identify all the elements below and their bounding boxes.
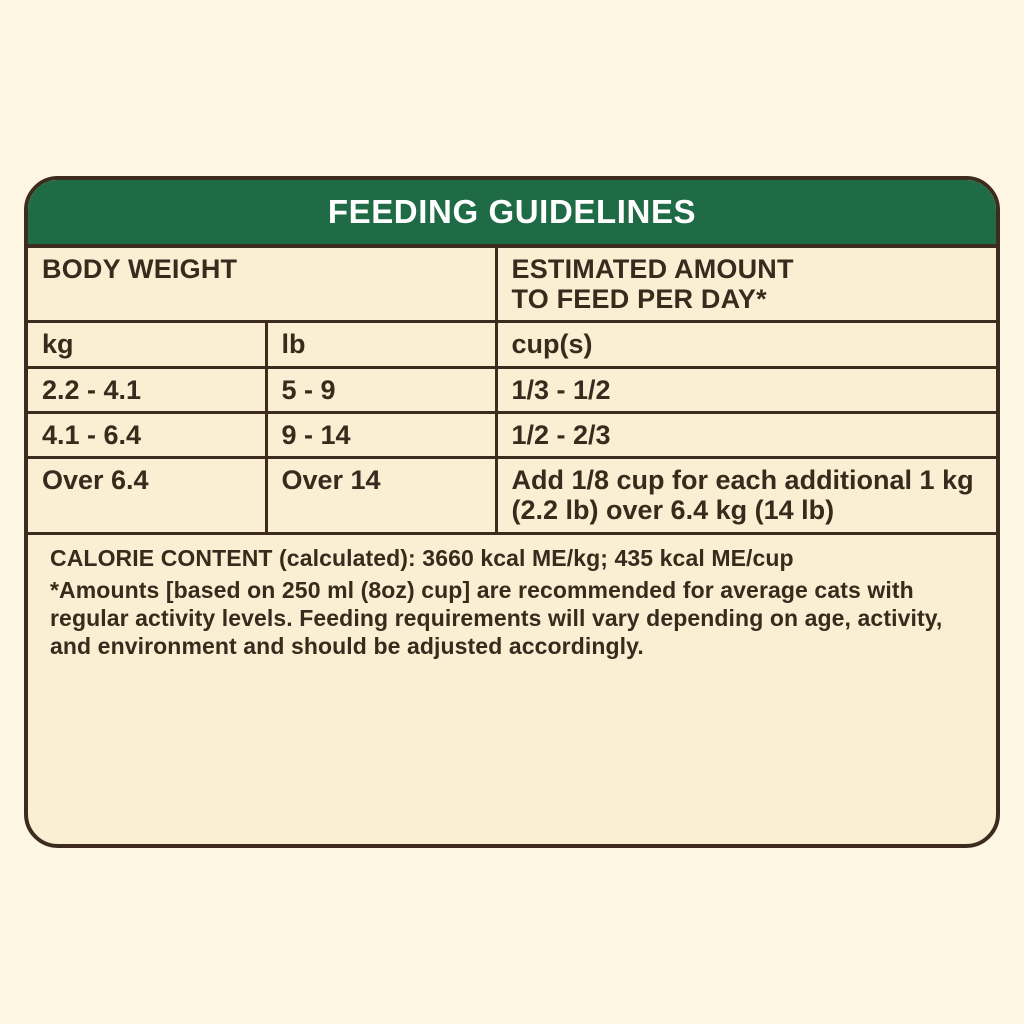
footnotes: [28, 535, 996, 672]
feeding-guidelines-table: [28, 248, 996, 535]
calorie-content-text: CALORIE CONTENT (calculated): 3660 kcal ME/kg; 435 kcal ME/cup: [50, 544, 794, 571]
subheader-lb: lb: [266, 322, 496, 367]
cell-kg: Over 6.4: [28, 458, 266, 533]
table-row: [28, 412, 996, 457]
header-estimated-amount-line2: TO FEED PER DAY*: [511, 284, 767, 315]
table-header-row: [28, 248, 996, 322]
feeding-footnote-text: *Amounts [based on 250 ml (8oz) cup] are recommended for average cats with regular activity levels. Feeding requirements will vary depending on age, activity, and environment and should be adjusted accordingly.: [50, 576, 943, 659]
table-row: [28, 367, 996, 412]
feeding-guidelines-title-bar: [28, 180, 996, 248]
cell-kg: 2.2 - 4.1: [28, 367, 266, 412]
cell-lb: 5 - 9: [266, 367, 496, 412]
cell-kg: 4.1 - 6.4: [28, 412, 266, 457]
cell-cup: 1/2 - 2/3: [496, 412, 996, 457]
cell-lb: Over 14: [266, 458, 496, 533]
table-row: [28, 458, 996, 533]
cell-lb: 9 - 14: [266, 412, 496, 457]
subheader-kg: kg: [28, 322, 266, 367]
table-subheader-row: [28, 322, 996, 367]
header-estimated-amount-line1: ESTIMATED AMOUNT: [511, 254, 794, 284]
feeding-guidelines-card: [24, 176, 1000, 848]
page-title: FEEDING GUIDELINES: [327, 193, 697, 230]
header-body-weight: BODY WEIGHT: [28, 248, 496, 322]
subheader-cup: cup(s): [496, 322, 996, 367]
cell-cup: Add 1/8 cup for each additional 1 kg (2.2 lb) over 6.4 kg (14 lb): [496, 458, 996, 533]
cell-cup: 1/3 - 1/2: [496, 367, 996, 412]
header-estimated-amount: [496, 248, 996, 322]
